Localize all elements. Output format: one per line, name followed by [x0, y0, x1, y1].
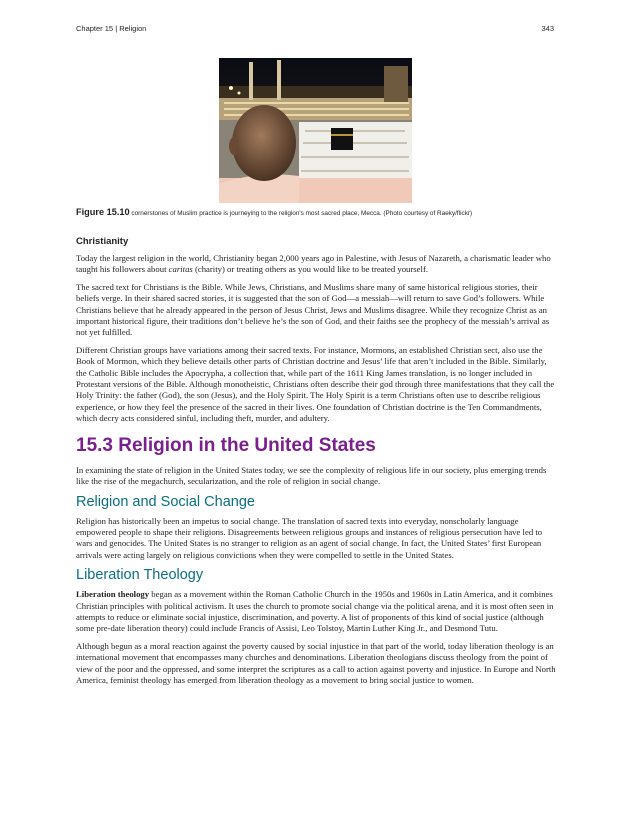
caritas-term: caritas — [168, 264, 193, 275]
christianity-p1-text-a: Today the largest religion in the world, Christianity began 2,000 years ago in Palestine, with Jesus of Nazareth, a charismatic leader who taught his followers about — [76, 253, 551, 275]
section-intro: In examining the state of religion in the United States today, we see the complexity of religious life in our society, plus emerging trends like the rise of the megachurch, secularization, and the role of religion in social change. — [76, 464, 547, 487]
figure-label: Figure 15.10 — [76, 207, 130, 217]
figure-caption-text: cornerstones of Muslim practice is journeying to the religion's most sacred place, Mecca. (Photo courtesy of Raeky/flickr) — [131, 210, 473, 217]
liberation-theology-term: Liberation theology — [76, 589, 150, 600]
liberation-paragraph-2: Although begun as a moral reaction against the poverty caused by social injustice in that part of the world, today liberation theology is an international movement that encompasses many churches and denominations. Liberation theologians discuss theology from the point of view of the poor and the oppressed, and some interpret the scriptures as a call to action against poverty and injustice. In Europe and North America, feminist theology has emerged from liberation theology as a movement to bring social justice to women. — [76, 640, 556, 685]
mecca-photo — [219, 58, 412, 203]
christianity-heading: Christianity — [76, 236, 129, 247]
christianity-p1-text-b: (charity) or treating others as you would like to be treated yourself. — [192, 264, 429, 275]
main-content — [76, 236, 556, 692]
mecca-photo-illustration — [219, 58, 412, 203]
page-header — [76, 24, 554, 36]
figure-caption — [76, 208, 556, 218]
christianity-paragraph-2: The sacred text for Christians is the Bible. While Jews, Christians, and Muslims share many of same historical religious stories, their beliefs verge. In their shared sacred stories, it is suggested that the son of God—a messiah—will return to save God’s followers. While Christians believe that he already appeared in the person of Jesus Christ, Jews and Muslims disagree. While they recognize Christ as an important historical figure, their traditions don’t believe he’s the son of God, and their faiths see the prophecy of the messiah’s arrival as not yet fulfilled. — [76, 281, 550, 338]
section-heading: 15.3 Religion in the United States — [76, 434, 376, 456]
social-change-paragraph: Religion has historically been an impetus to social change. The translation of sacred texts into everyday, nonscholarly language empowered people to shape their religions. Disagreements between religious groups and instances of religious persecution have led to wars and genocides. The United States is no stranger to religion as an agent of social change. In fact, the United States’ first European arrivals were acting largely on religious convictions when they were compelled to settle in the United States. — [76, 515, 543, 560]
liberation-theology-heading: Liberation Theology — [76, 567, 204, 584]
page-number: 343 — [541, 24, 554, 33]
social-change-heading: Religion and Social Change — [76, 493, 255, 510]
christianity-paragraph-1 — [76, 253, 556, 276]
chapter-title: Chapter 15 | Religion — [76, 24, 147, 33]
liberation-paragraph-1 — [76, 589, 556, 635]
christianity-paragraph-3: Different Christian groups have variations among their sacred texts. For instance, Mormons, an established Christian sect, also use the Book of Mormon, which they believe details other parts of Christian doctrine and Jesus’ life that aren’t included in the Bible. Similarly, the Catholic Bible includes the Apocrypha, a collection that, while part of the 1611 King James translation, is no longer included in Protestant versions of the Bible. Although monotheistic, Christians often describe their god through three manifestations that they call the Holy Trinity: the father (God), the son (Jesus), and the Holy Spirit. The Holy Spirit is a term Christians often use to describe religious experience, or how they feel the presence of the sacred in their lives. One foundation of Christian doctrine is the Ten Commandments, which decry acts considered sinful, including theft, murder, and adultery. — [76, 344, 555, 424]
liberation-p1-text: began as a movement within the Roman Catholic Church in the 1950s and 1960s in Latin America, and it combines Christian principles with political activism. It uses the church to promote social change via the political arena, and it is most often seen in attempts to reduce or eliminate social injustice, discrimination, and poverty. A list of proponents of this kind of social justice (although some pre-date liberation theory) could include Francis of Assisi, Leo Tolstoy, Martin Luther King Jr., and Desmond Tutu. — [76, 589, 554, 634]
